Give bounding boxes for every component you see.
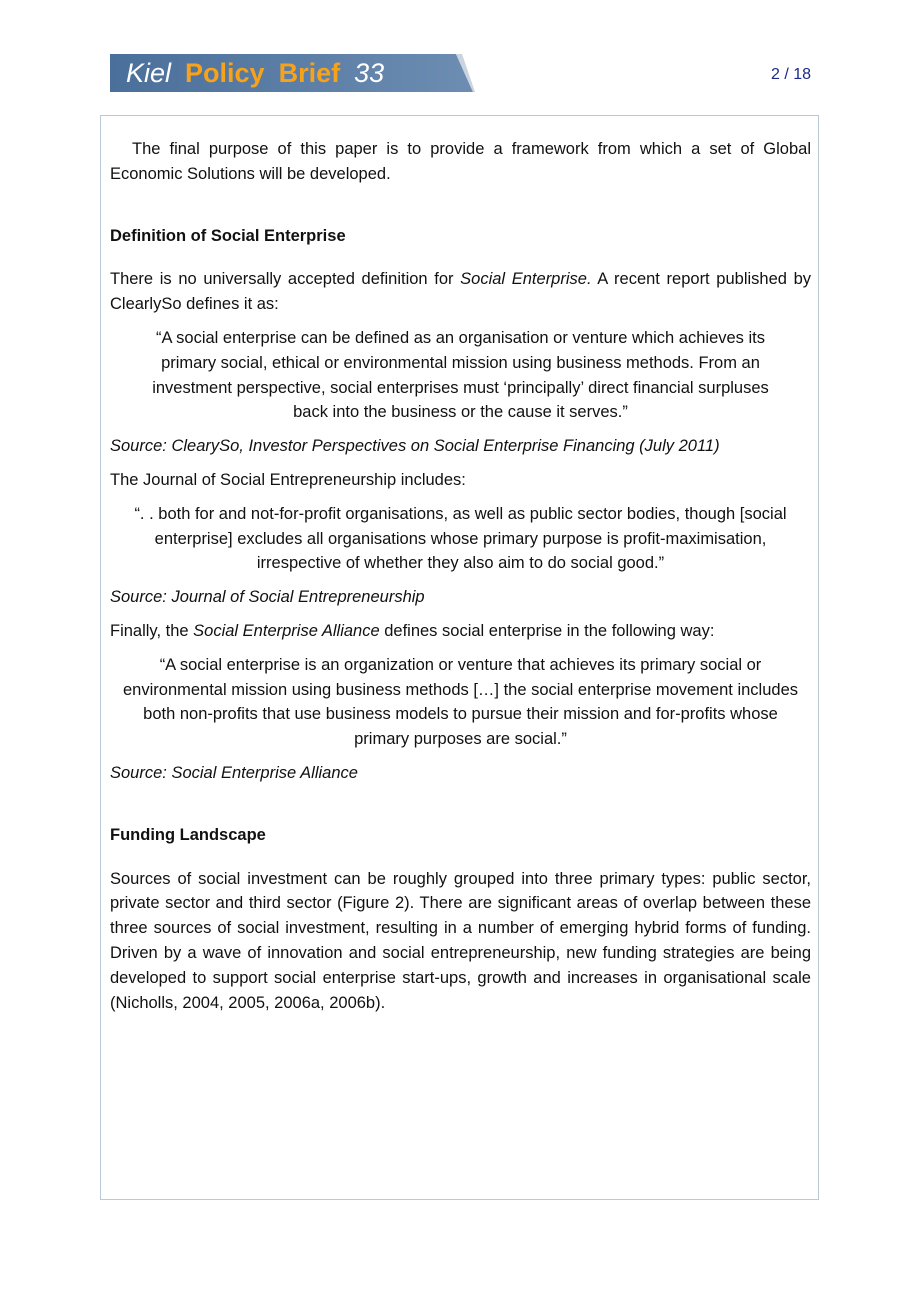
definition-term: Social Enterprise. (460, 270, 592, 289)
banner-policy: Policy (185, 58, 265, 88)
alliance-text-post: defines social enterprise in the following way: (379, 621, 715, 640)
journal-intro-paragraph: The Journal of Social Entrepreneurship includes: (110, 470, 466, 489)
section-heading-definition: Definition of Social Enterprise (110, 226, 346, 245)
banner-title (126, 57, 384, 89)
banner-brief: Brief (278, 58, 341, 88)
alliance-intro-paragraph (110, 619, 811, 644)
page-number: 2 / 18 (770, 66, 811, 83)
source-alliance: Source: Social Enterprise Alliance (110, 763, 358, 782)
source-journal: Source: Journal of Social Entrepreneurship (110, 588, 425, 607)
source-clearlyso: Source: ClearySo, Investor Perspectives on Social Enterprise Financing (July 2011) (110, 437, 720, 456)
banner-kiel: Kiel (126, 58, 172, 88)
section-heading-funding: Funding Landscape (110, 825, 266, 844)
definition-paragraph (110, 267, 811, 317)
quote-clearlyso: “A social enterprise can be defined as an organisation or venture which achieves its primary social, ethical or environmental mission using business methods. From an investment perspective, social enterprises must ‘principally’ direct financial surpluses back into the business or the cause it serves.” (152, 328, 769, 422)
intro-paragraph: The final purpose of this paper is to provide a framework from which a set of Global Economic Solutions will be developed. (110, 140, 811, 183)
banner-number: 33 (354, 58, 385, 88)
quote-alliance: “A social enterprise is an organization or venture that achieves its primary social or environmental mission using business methods […] the social enterprise movement includes both non-profits that use business models to pursue their mission and for-profits whose primary purposes are social.” (123, 655, 798, 749)
definition-text-pre: There is no universally accepted definition for (110, 270, 461, 289)
header-banner (110, 54, 475, 92)
quote-journal: “. . both for and not-for-profit organisations, as well as public sector bodies, though [social enterprise] excludes all organisations whose primary purpose is profit-maximisation, irrespective of whether they also aim to do social good.” (134, 504, 787, 573)
definition-text-post: A recent report published by ClearlySo defines it as: (110, 270, 812, 314)
alliance-text-pre: Finally, the (110, 621, 194, 640)
document-body (110, 137, 811, 1015)
alliance-name: Social Enterprise Alliance (193, 621, 380, 640)
funding-paragraph: Sources of social investment can be roughly grouped into three primary types: public sector, private sector and third sector (Figure 2). There are significant areas of overlap between these three sources of social investment, resulting in a number of emerging hybrid forms of funding. Driven by a wave of innovation and social entrepreneurship, new funding strategies are being developed to support social enterprise start-ups, growth and increases in organisational scale (Nicholls, 2004, 2005, 2006a, 2006b). (110, 869, 811, 1012)
